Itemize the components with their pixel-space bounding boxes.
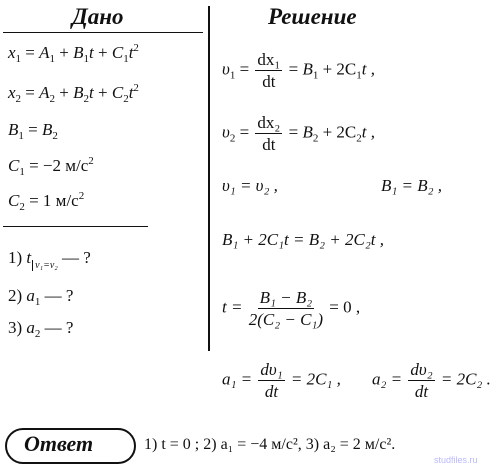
given-top-rule [3, 32, 203, 33]
solution-eq1: $\upsilon_1$ = $\frac{\text{dx₁}}{dt}$ = $B_1 + 2C_1t$ , [222, 50, 375, 91]
given-c1-value: $C_1 = -2$ $м/с^2$ [8, 155, 94, 178]
solution-eq4: B₁ + 2C₁t = B₂ + 2C₂t , [222, 230, 384, 249]
solution-eq6-a1: a₁ = $\frac{\text{dυ₁}}{dt}$ = 2C₁ , [222, 360, 341, 401]
question-2: 2) $a_1$ — ? [8, 286, 74, 308]
given-bottom-rule [3, 226, 148, 227]
answer-text: 1) t = 0 ; 2) a₁ = −4 м/с², 3) a₂ = 2 м/с². [144, 436, 396, 453]
solution-eq3-b-equality: B₁ = B₂ , [381, 176, 443, 195]
solution-title: Решение [268, 4, 357, 29]
question-1: 1) t $_{v_1=v_2}$ — ? [8, 248, 91, 271]
solution-eq2: $\upsilon_2$ = $\frac{\text{dx₂}}{dt}$ = $B_2 + 2C_2t$ , [222, 113, 375, 154]
solution-eq6-a2: a₂ = $\frac{\text{dυ₂}}{dt}$ = 2C₂ . [372, 360, 491, 401]
watermark-text: studfiles.ru [434, 455, 478, 465]
given-c2-value: $C_2 = 1$ $м/с^2$ [8, 190, 85, 213]
question-3: 3) $a_2$ — ? [8, 318, 74, 340]
solution-eq5: t = $\frac{\text{B₁ − B₂}}{\text{2(C₂ − C₁)}}$ = 0 , [222, 288, 361, 329]
given-title: Дано [72, 4, 124, 29]
given-b-equality: $B_1 = B_2$ [8, 120, 58, 142]
solution-eq3-velocities: υ₁ = υ₂ , [222, 176, 278, 195]
answer-label: Ответ [24, 431, 94, 456]
given-x2-equation: $x_2 = A_2 + B_2t + C_2t^2$ [8, 82, 139, 105]
given-x1-equation: $x_1 = A_1 + B_1t + C_1t^2$ [8, 42, 139, 65]
center-divider [208, 6, 210, 351]
